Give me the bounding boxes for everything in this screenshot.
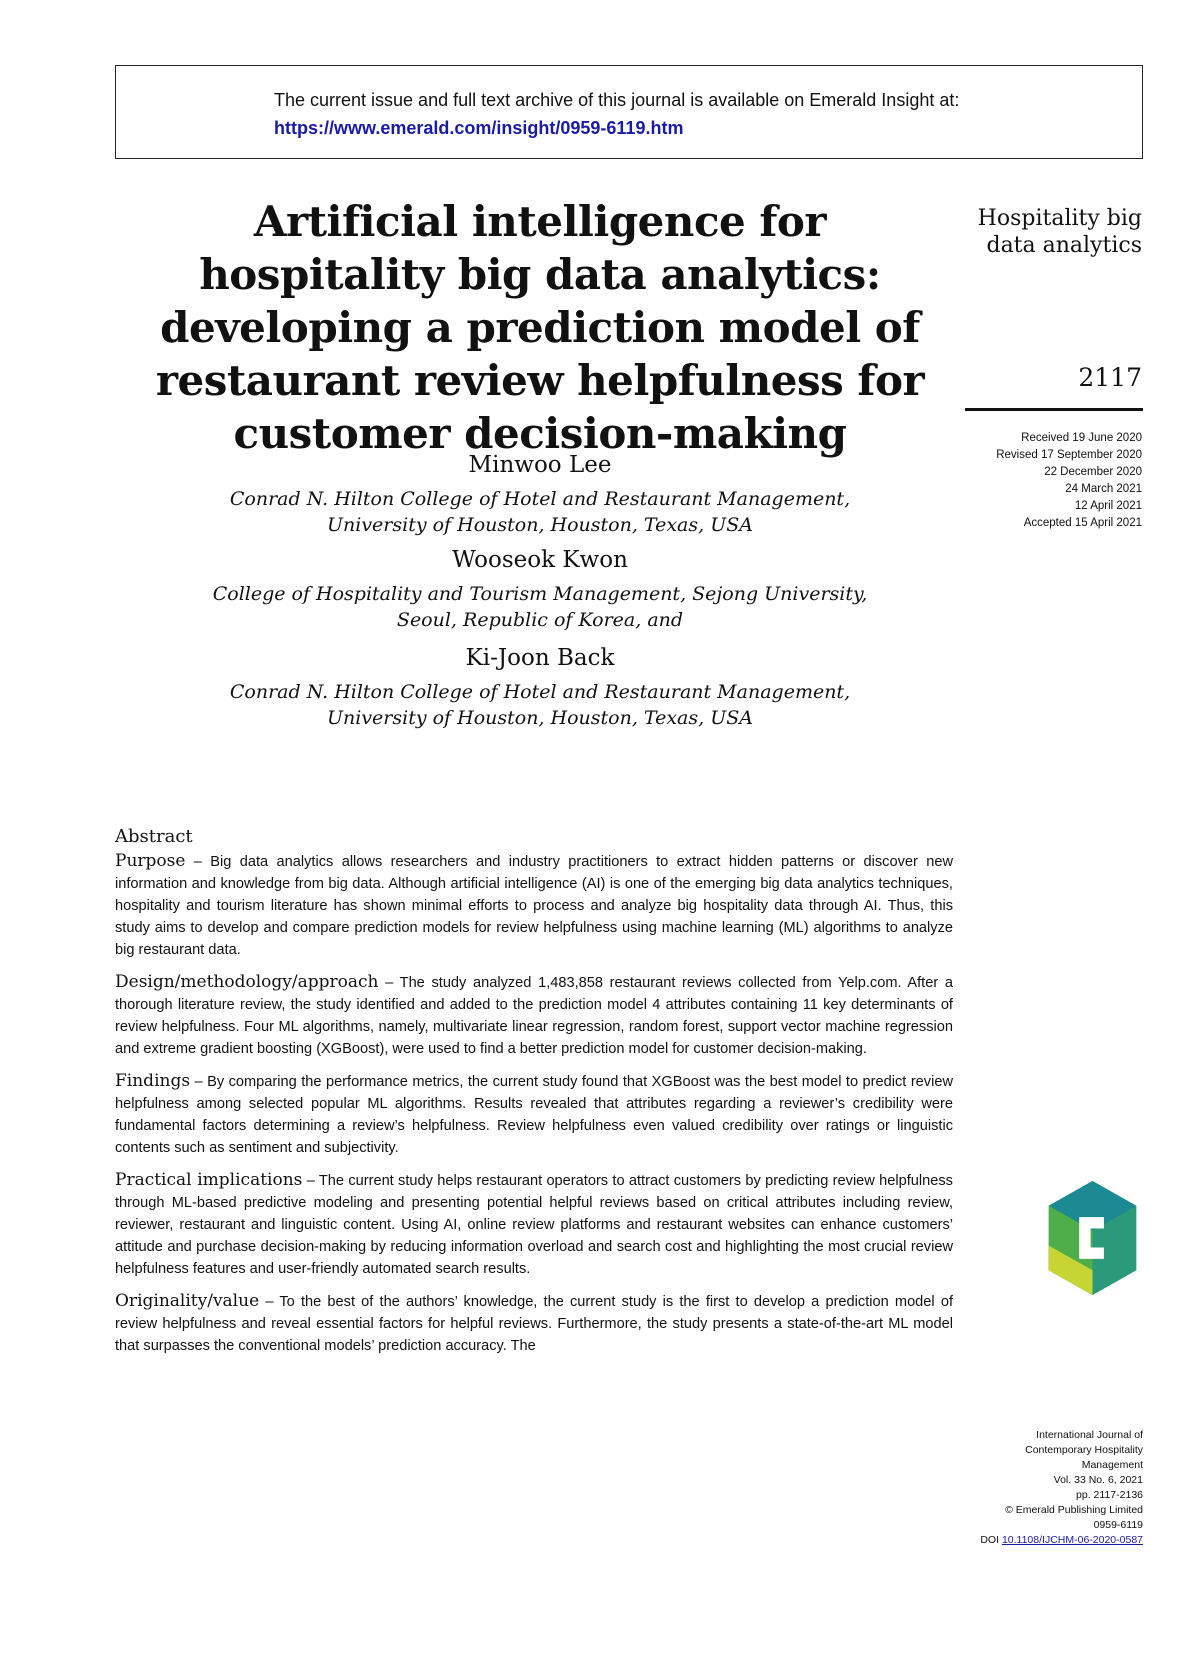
affiliation-line: University of Houston, Houston, Texas, USA <box>327 707 753 729</box>
history-line: Accepted 15 April 2021 <box>1023 517 1142 529</box>
abstract-body <box>115 850 953 1367</box>
abstract-originality: Originality/value – To the best of the authors’ knowledge, the current study is the first to develop a prediction model of review helpfulness and reveal essential factors for helpful reviews. Furthermore, the study presents a state-of-the-art ML model that surpasses the conventional models’ prediction accuracy. The <box>115 1291 954 1354</box>
journal-info <box>955 1428 1143 1548</box>
abstract-practical-implications: Practical implications – The current study helps restaurant operators to attract customers by predicting review helpfulness through ML-based predictive modeling and presenting potential helpful reviews based on critical attributes including review, reviewer, restaurant and linguistic content. Using AI, online review platforms and restaurant websites can enhance customers’ attitude and purchase decision-making by reducing information overload and search cost and highlighting the most crucial review helpfulness features and user-friendly automated search results. <box>115 1170 953 1277</box>
emerald-logo-icon <box>1045 1179 1140 1297</box>
journal-info-line: pp. 2117-2136 <box>1076 1489 1143 1501</box>
title-line: developing a prediction model of <box>160 303 920 352</box>
affiliation-line: University of Houston, Houston, Texas, USA <box>327 514 753 536</box>
affiliation-line: College of Hospitality and Tourism Management, Sejong University, <box>212 583 868 605</box>
article-title <box>115 195 965 460</box>
journal-info-line: 0959-6119 <box>1093 1519 1143 1531</box>
history-line: Received 19 June 2020 <box>1021 432 1142 444</box>
doi-line <box>955 1533 1143 1548</box>
affiliation-line: Seoul, Republic of Korea, and <box>396 609 684 631</box>
history-line: Revised 17 September 2020 <box>996 449 1142 461</box>
author-name: Ki-Joon Back <box>465 645 615 671</box>
title-line: Artificial intelligence for <box>253 197 827 246</box>
section-label: Findings <box>115 1071 191 1091</box>
author-affiliation <box>115 679 965 731</box>
banner-text: The current issue and full text archive of this journal is available on Emerald Insight at: <box>274 90 960 110</box>
doi-label: DOI <box>980 1534 1000 1546</box>
section-label: Practical implications <box>115 1170 303 1190</box>
section-label: Originality/value <box>115 1291 260 1311</box>
author-name: Minwoo Lee <box>468 452 612 478</box>
title-line: customer decision-making <box>233 409 847 458</box>
abstract-purpose: Purpose – Big data analytics allows researchers and industry practitioners to extract hidden patterns or discover new information and knowledge from big data. Although artificial intelligence (AI) is one of the emerging big data analytics techniques, hospitality and tourism literature has shown minimal efforts to process and analyze big hospitality data through AI. Thus, this study aims to develop and compare prediction models for review helpfulness using machine learning (ML) algorithms to analyze big restaurant data. <box>115 851 953 958</box>
running-head-line: data analytics <box>986 233 1142 258</box>
running-head <box>950 205 1142 259</box>
section-text: Big data analytics allows researchers and industry practitioners to extract hidden patterns or discover new information and knowledge from big data. Although artificial intelligence (AI) is one of the emerging big data analytics techniques, hospitality and tourism literature has shown minimal efforts to process and analyze big hospitality data through AI. Thus, this study aims to develop and compare prediction models for review helpfulness using machine learning (ML) algorithms to analyze big restaurant data. <box>115 854 953 958</box>
section-label: Design/methodology/approach <box>115 972 379 992</box>
history-line: 12 April 2021 <box>1074 500 1142 512</box>
page-number: 2117 <box>1078 363 1142 392</box>
abstract-heading: Abstract <box>115 826 193 847</box>
author-name: Wooseok Kwon <box>452 547 628 573</box>
section-text: To the best of the authors’ knowledge, the current study is the first to develop a prediction model of review helpfulness and reveal essential factors for helpful reviews. Furthermore, the study presents a state-of-the-art ML model that surpasses the conventional models’ prediction accuracy. The <box>115 1294 954 1354</box>
title-line: hospitality big data analytics: <box>199 250 881 299</box>
author-affiliation <box>115 486 965 538</box>
journal-info-line: Vol. 33 No. 6, 2021 <box>1053 1474 1143 1486</box>
abstract-design: Design/methodology/approach – The study analyzed 1,483,858 restaurant reviews collected from Yelp.com. After a thorough literature review, the study identified and added to the prediction model 4 attributes containing 11 key determinants of review helpfulness. Four ML algorithms, namely, multivariate linear regression, random forest, support vector machine regression and extreme gradient boosting (XGBoost), were used to find a better prediction model for customer decision-making. <box>115 972 953 1057</box>
author-affiliation <box>115 581 965 633</box>
journal-info-line: International Journal of <box>1036 1429 1143 1441</box>
journal-info-line: © Emerald Publishing Limited <box>1005 1504 1143 1516</box>
journal-access-banner <box>115 65 1143 159</box>
running-head-line: Hospitality big <box>977 206 1142 231</box>
article-history <box>950 430 1142 532</box>
abstract-findings: Findings – By comparing the performance metrics, the current study found that XGBoost was the best model to predict review helpfulness among selected popular ML algorithms. Results revealed that attributes regarding a reviewer’s credibility were fundamental factors determining a review’s helpfulness. Review helpfulness even valued credibility over ratings or linguistic contents such as sentiment and subjectivity. <box>115 1071 953 1156</box>
affiliation-line: Conrad N. Hilton College of Hotel and Restaurant Management, <box>229 488 851 510</box>
doi-link[interactable]: 10.1108/IJCHM-06-2020-0587 <box>1001 1534 1143 1546</box>
margin-rule <box>965 408 1143 411</box>
journal-info-line: Management <box>1081 1459 1143 1471</box>
affiliation-line: Conrad N. Hilton College of Hotel and Restaurant Management, <box>229 681 851 703</box>
journal-archive-link[interactable]: https://www.emerald.com/insight/0959-6119.htm <box>274 118 684 138</box>
journal-info-line: Contemporary Hospitality <box>1025 1444 1143 1456</box>
section-label: Purpose <box>115 851 186 871</box>
title-line: restaurant review helpfulness for <box>155 356 925 405</box>
history-line: 22 December 2020 <box>1044 466 1142 478</box>
section-text: The study analyzed 1,483,858 restaurant reviews collected from Yelp.com. After a thorough literature review, the study identified and added to the prediction model 4 attributes containing 11 key determinants of review helpfulness. Four ML algorithms, namely, multivariate linear regression, random forest, support vector machine regression and extreme gradient boosting (XGBoost), were used to find a better prediction model for customer decision-making. <box>115 975 953 1057</box>
history-line: 24 March 2021 <box>1065 483 1142 495</box>
section-text: The current study helps restaurant operators to attract customers by predicting review helpfulness through ML-based predictive modeling and presenting potential helpful reviews based on critical attributes including review, reviewer, restaurant and linguistic content. Using AI, online review platforms and restaurant websites can enhance customers’ attitude and purchase decision-making by reducing information overload and search cost and highlighting the most crucial review helpfulness features and user-friendly automated search results. <box>115 1173 953 1277</box>
section-text: By comparing the performance metrics, the current study found that XGBoost was the best model to predict review helpfulness among selected popular ML algorithms. Results revealed that attributes regarding a reviewer’s credibility were fundamental factors determining a review’s helpfulness. Review helpfulness even valued credibility over ratings or linguistic contents such as sentiment and subjectivity. <box>115 1074 953 1156</box>
